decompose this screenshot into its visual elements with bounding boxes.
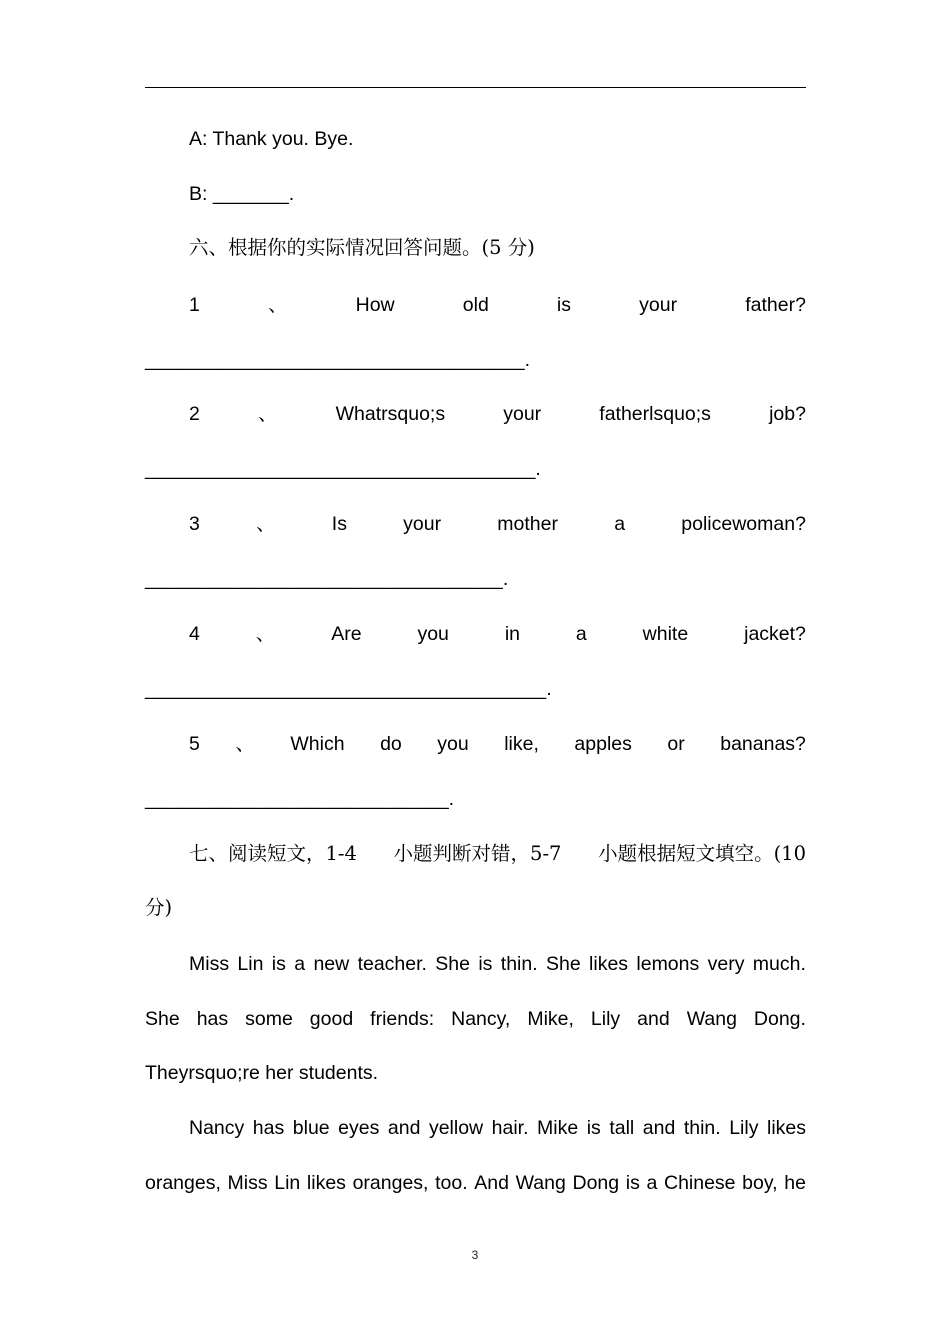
word: Are — [331, 623, 362, 645]
section7-heading-line1 — [145, 839, 806, 869]
word: 、 — [257, 403, 278, 425]
word: likes — [306, 1172, 346, 1194]
dialogue-b-line: B: _______. — [189, 183, 295, 205]
word: job? — [769, 403, 806, 425]
word: like, — [504, 733, 539, 755]
word: Miss — [227, 1172, 268, 1194]
word: old — [462, 294, 489, 316]
word: likes — [766, 1117, 806, 1139]
word: Is — [331, 513, 347, 535]
word: likes — [589, 953, 629, 975]
word: bananas? — [720, 733, 806, 755]
word: She — [145, 1008, 180, 1030]
word: father? — [745, 294, 806, 316]
word: Chinese — [663, 1172, 736, 1194]
word: and — [387, 1117, 421, 1139]
passage-line-2 — [145, 1004, 806, 1034]
word: Nancy, — [451, 1008, 511, 1030]
word: a — [646, 1172, 658, 1194]
question-5-answer-blank: ____________________________. — [145, 788, 455, 810]
word: Whatrsquo;s — [335, 403, 446, 425]
page-number: 3 — [471, 1248, 479, 1262]
word: Wang — [515, 1172, 566, 1194]
word: 3 — [189, 513, 200, 535]
question-2 — [145, 399, 806, 429]
word: 七、阅读短文，1-4 — [189, 842, 357, 865]
word: has — [196, 1008, 229, 1030]
word: 小题根据短文填空。(10 — [598, 842, 806, 865]
word: is — [556, 294, 572, 316]
word: friends: — [370, 1008, 435, 1030]
word: lemons — [636, 953, 700, 975]
word: good — [309, 1008, 354, 1030]
word: is — [478, 953, 493, 975]
word: Lily — [729, 1117, 759, 1139]
word: boy, — [742, 1172, 778, 1194]
word: And — [474, 1172, 509, 1194]
word: some — [245, 1008, 293, 1030]
word: Mike — [537, 1117, 579, 1139]
word: you — [417, 623, 449, 645]
word: 、 — [235, 733, 255, 755]
word: mother — [497, 513, 558, 535]
word: Lily — [590, 1008, 621, 1030]
question-4 — [145, 619, 806, 649]
word: your — [403, 513, 442, 535]
word: white — [642, 623, 689, 645]
passage-line-5 — [145, 1168, 806, 1198]
word: or — [667, 733, 685, 755]
word: She — [435, 953, 470, 975]
passage-line-1 — [145, 949, 806, 979]
word: and — [637, 1008, 670, 1030]
word: has — [252, 1117, 285, 1139]
word: 4 — [189, 623, 200, 645]
word: your — [639, 294, 678, 316]
word: new — [313, 953, 350, 975]
word: Miss — [189, 953, 230, 975]
question-2-answer-blank: ____________________________________. — [145, 458, 541, 480]
word: yellow — [428, 1117, 484, 1139]
word: Dong — [572, 1172, 620, 1194]
word: is — [271, 953, 286, 975]
word: oranges, — [145, 1172, 221, 1194]
word: 、 — [255, 623, 276, 645]
word: you — [437, 733, 469, 755]
question-4-answer-blank: _____________________________________. — [145, 678, 552, 700]
word: much. — [752, 953, 806, 975]
word: a — [614, 513, 626, 535]
word: oranges, — [352, 1172, 429, 1194]
word: policewoman? — [681, 513, 806, 535]
passage-line-3: Theyrsquo;re her students. — [145, 1062, 379, 1084]
question-1 — [145, 290, 806, 320]
word: thin. — [500, 953, 538, 975]
word: blue — [292, 1117, 330, 1139]
word: hair. — [491, 1117, 529, 1139]
question-1-answer-blank: ___________________________________. — [145, 349, 530, 371]
passage-line-4 — [145, 1113, 806, 1143]
word: She — [545, 953, 581, 975]
word: is — [625, 1172, 640, 1194]
word: thin. — [683, 1117, 721, 1139]
word: 5 — [189, 733, 200, 755]
word: Mike, — [527, 1008, 574, 1030]
word: apples — [574, 733, 632, 755]
word: 小题判断对错，5-7 — [393, 842, 562, 865]
word: a — [575, 623, 587, 645]
word: jacket? — [744, 623, 806, 645]
question-5 — [145, 729, 806, 759]
word: teacher. — [357, 953, 427, 975]
dialogue-a-line: A: Thank you. Bye. — [189, 128, 354, 150]
word: do — [380, 733, 402, 755]
word: in — [504, 623, 520, 645]
section7-heading-line2: 分) — [145, 896, 173, 919]
word: 、 — [267, 294, 288, 316]
question-3-answer-blank: _________________________________. — [145, 568, 509, 590]
answer-line-continued — [145, 87, 806, 88]
word: tall — [609, 1117, 635, 1139]
word: Nancy — [189, 1117, 245, 1139]
word: Lin — [274, 1172, 301, 1194]
word: your — [503, 403, 542, 425]
word: Wang — [686, 1008, 737, 1030]
word: Dong. — [753, 1008, 806, 1030]
word: fatherlsquo;s — [599, 403, 711, 425]
word: 1 — [189, 294, 200, 316]
question-3 — [145, 509, 806, 539]
word: and — [642, 1117, 676, 1139]
word: How — [355, 294, 395, 316]
word: very — [707, 953, 745, 975]
word: 、 — [256, 513, 276, 535]
word: is — [586, 1117, 601, 1139]
word: a — [294, 953, 306, 975]
word: 2 — [189, 403, 200, 425]
word: he — [784, 1172, 806, 1194]
word: Which — [290, 733, 345, 755]
word: too. — [435, 1172, 468, 1194]
word: Lin — [237, 953, 264, 975]
word: eyes — [338, 1117, 380, 1139]
section6-heading: 六、根据你的实际情况回答问题。(5 分) — [189, 236, 535, 259]
